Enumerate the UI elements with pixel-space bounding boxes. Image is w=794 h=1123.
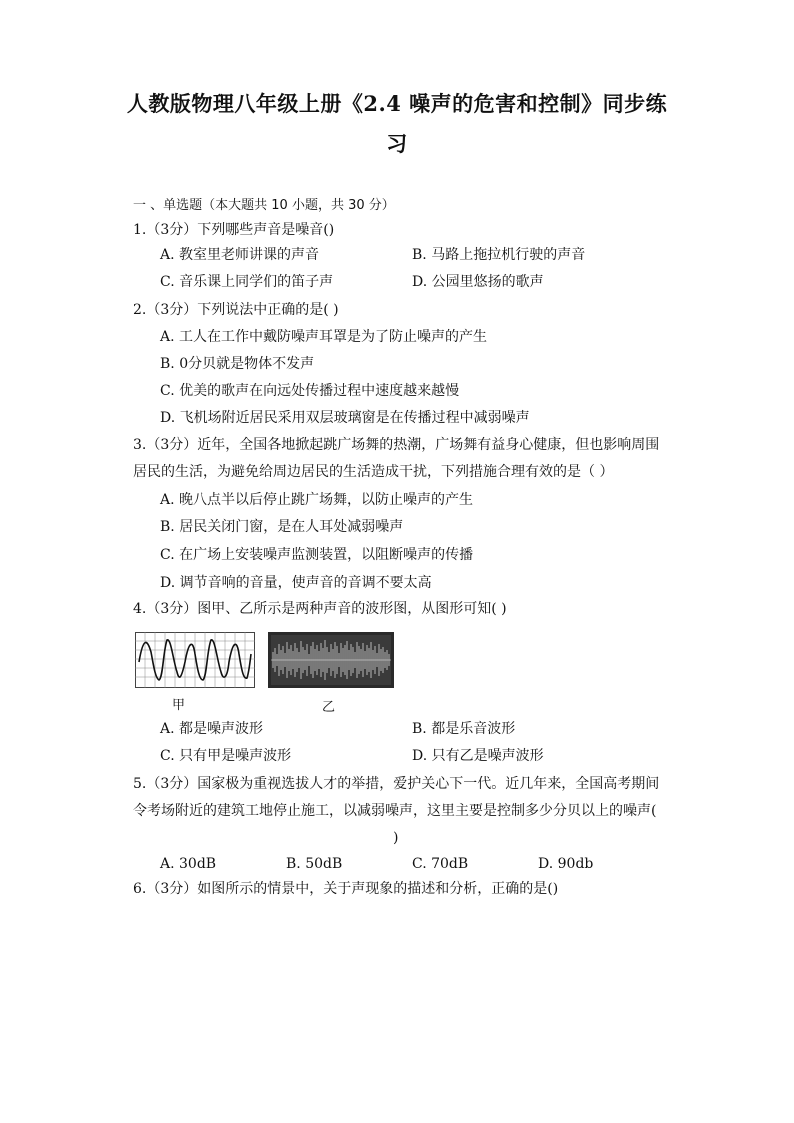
question-2-option-a: A. 工人在工作中戴防噪声耳罩是为了防止噪声的产生 [160,329,488,345]
question-2-stem: 2.（3分）下列说法中正确的是( ) [133,302,339,318]
page-title-continued: 习 [386,131,408,156]
question-4-option-b: B. 都是乐音波形 [412,721,516,737]
question-1-option-b: B. 马路上拖拉机行驶的声音 [412,247,586,263]
section-heading: 一 、单选题（本大题共 10 小题，共 30 分） [133,198,395,213]
question-2-option-d: D. 飞机场附近居民采用双层玻璃窗是在传播过程中减弱噪声 [160,410,530,426]
figure-label-jia: 甲 [172,698,186,713]
question-5-stem-line1: 5.（3分）国家极为重视选拔人才的举措，爱护关心下一代。近几年来，全国高考期间 [133,776,660,792]
question-3-option-d: D. 调节音响的音量，使声音的音调不要太高 [160,575,432,591]
question-2-option-c: C. 优美的歌声在向远处传播过程中速度越来越慢 [160,383,460,399]
question-4-option-d: D. 只有乙是噪声波形 [412,748,544,764]
question-5-option-c: C. 70dB [412,856,469,872]
question-3-option-a: A. 晚八点半以后停止跳广场舞，以防止噪声的产生 [160,492,474,508]
question-4-option-c: C. 只有甲是噪声波形 [160,748,292,764]
waveform-yi-figure [268,632,394,688]
page-title: 人教版物理八年级上册《2.4 噪声的危害和控制》同步练 [126,91,668,116]
question-2-option-b: B. 0分贝就是物体不发声 [160,356,315,372]
question-3-option-c: C. 在广场上安装噪声监测装置，以阻断噪声的传播 [160,547,474,563]
question-5-option-d: D. 90db [538,856,594,872]
question-1-option-d: D. 公园里悠扬的歌声 [412,274,544,290]
question-3-stem-line2: 居民的生活，为避免给周边居民的生活造成干扰，下列措施合理有效的是（ ） [133,464,614,480]
question-5-option-a: A. 30dB [160,856,217,872]
question-4-stem: 4.（3分）图甲、乙所示是两种声音的波形图，从图形可知( ) [133,601,507,617]
waveform-jia-figure [135,632,255,688]
question-6-stem: 6.（3分）如图所示的情景中，关于声现象的描述和分析，正确的是() [133,881,559,897]
question-1-option-c: C. 音乐课上同学们的笛子声 [160,274,334,290]
question-5-stem-line3: ) [393,830,399,846]
figure-label-yi: 乙 [322,700,336,715]
question-1-option-a: A. 教室里老师讲课的声音 [160,247,320,263]
question-5-option-b: B. 50dB [286,856,343,872]
question-5-stem-line2: 令考场附近的建筑工地停止施工，以减弱噪声，这里主要是控制多少分贝以上的噪声( [133,803,657,819]
question-3-stem-line1: 3.（3分）近年，全国各地掀起跳广场舞的热潮，广场舞有益身心健康，但也影响周围 [133,437,660,453]
question-3-option-b: B. 居民关闭门窗，是在人耳处减弱噪声 [160,519,404,535]
question-1-stem: 1.（3分）下列哪些声音是噪音() [133,222,335,238]
question-4-option-a: A. 都是噪声波形 [160,721,264,737]
